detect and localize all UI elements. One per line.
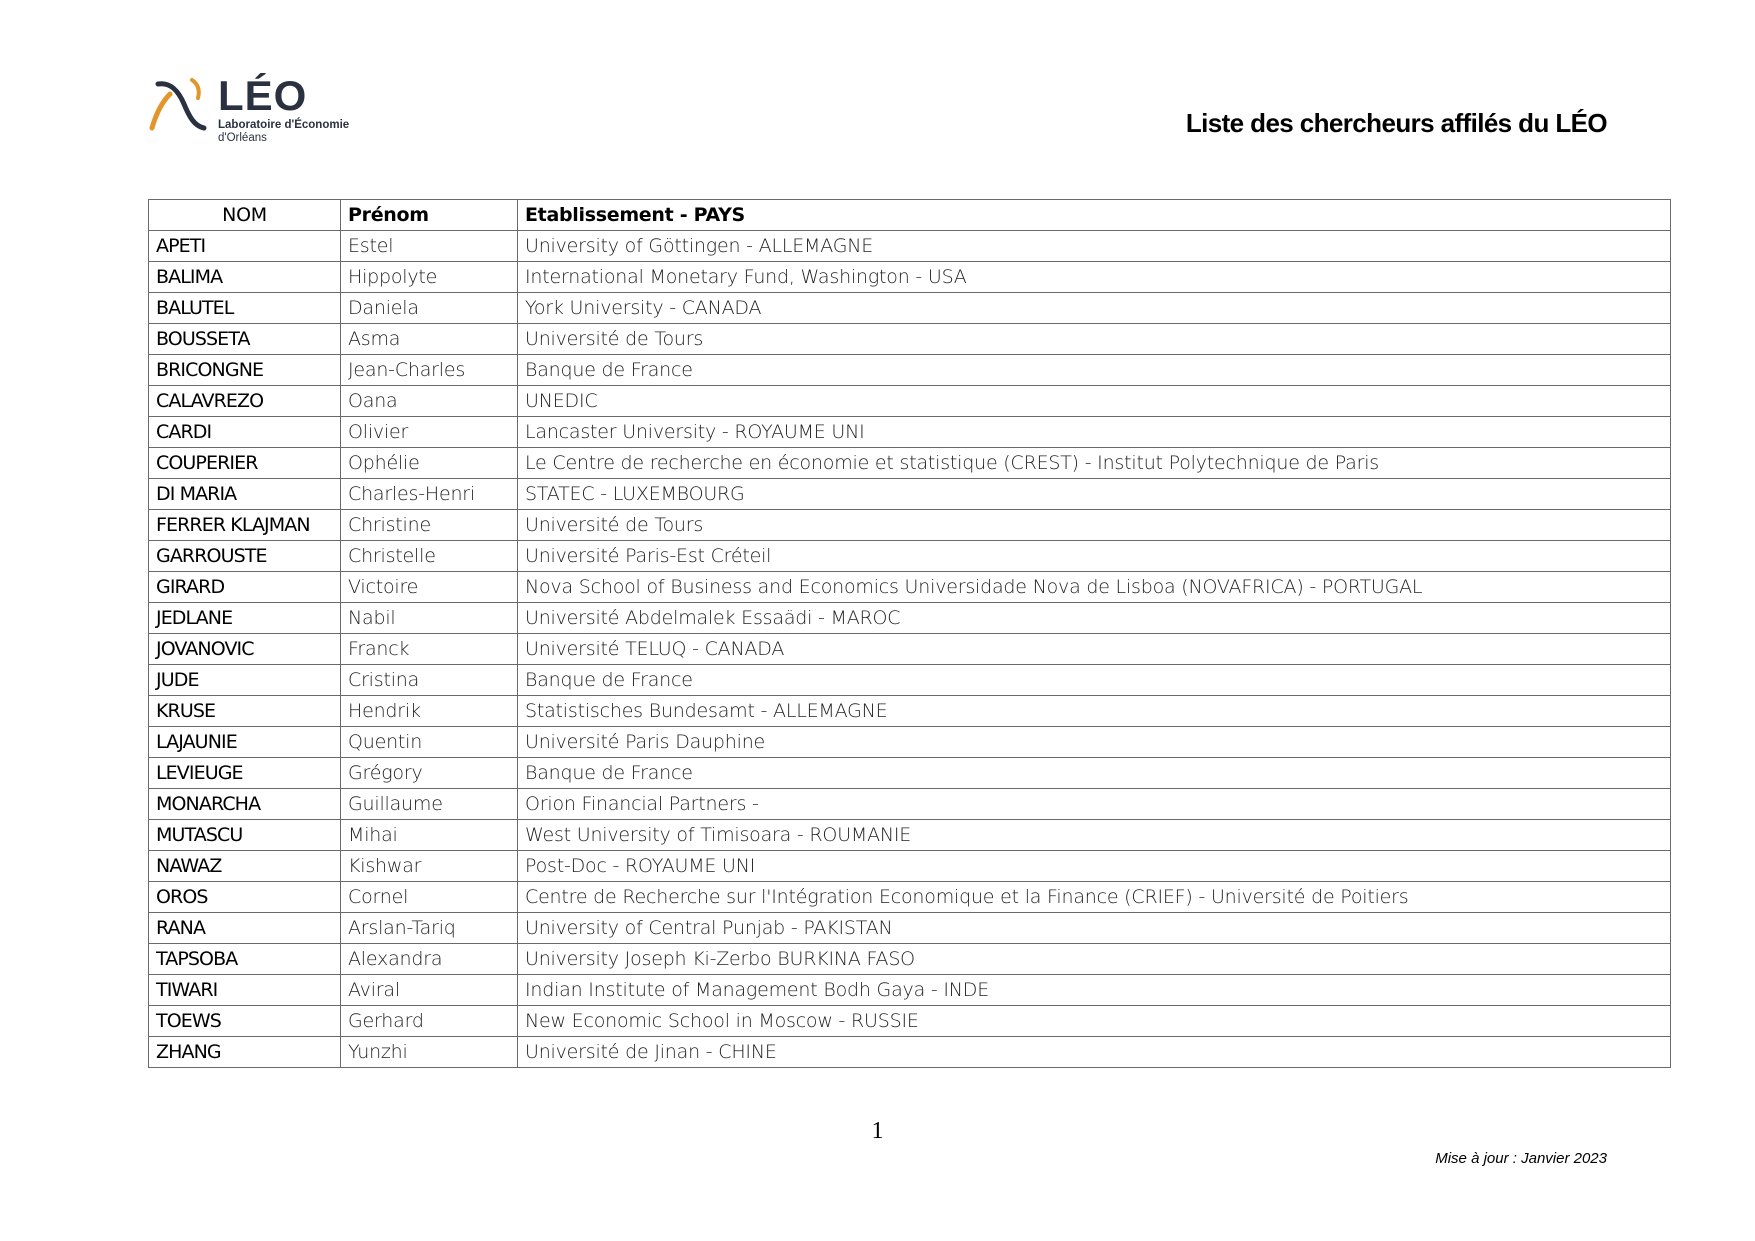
leo-logo [148,74,378,148]
prenom-cell: Cornel [341,882,518,913]
nom-cell: BALUTEL [149,293,341,324]
prenom-cell: Ophélie [341,448,518,479]
etablissement-cell: Nova School of Business and Economics Universidade Nova de Lisboa (NOVAFRICA) - PORTUGAL [518,572,1671,603]
etablissement-cell: University of Göttingen - ALLEMAGNE [518,231,1671,262]
etablissement-cell: Orion Financial Partners - [518,789,1671,820]
table-row [149,975,1671,1006]
nom-cell: GARROUSTE [149,541,341,572]
nom-cell: LAJAUNIE [149,727,341,758]
etablissement-cell: UNEDIC [518,386,1671,417]
prenom-cell: Guillaume [341,789,518,820]
prenom-cell: Mihai [341,820,518,851]
nom-cell: CALAVREZO [149,386,341,417]
etablissement-cell: Indian Institute of Management Bodh Gaya - INDE [518,975,1671,1006]
etablissement-cell: Université de Tours [518,324,1671,355]
prenom-cell: Nabil [341,603,518,634]
etablissement-cell: New Economic School in Moscow - RUSSIE [518,1006,1671,1037]
table-row [149,727,1671,758]
nom-cell: JEDLANE [149,603,341,634]
etablissement-cell: University of Central Punjab - PAKISTAN [518,913,1671,944]
nom-cell: LEVIEUGE [149,758,341,789]
prenom-cell: Charles-Henri [341,479,518,510]
table-row [149,510,1671,541]
etablissement-cell: Statistisches Bundesamt - ALLEMAGNE [518,696,1671,727]
prenom-cell: Hendrik [341,696,518,727]
etablissement-cell: Banque de France [518,665,1671,696]
table-row [149,541,1671,572]
nom-cell: JUDE [149,665,341,696]
nom-cell: TAPSOBA [149,944,341,975]
nom-cell: BALIMA [149,262,341,293]
update-note: Mise à jour : Janvier 2023 [1435,1150,1607,1167]
table-row [149,572,1671,603]
table-row [149,820,1671,851]
table-row [149,882,1671,913]
etablissement-cell: Le Centre de recherche en économie et statistique (CREST) - Institut Polytechnique de Paris [518,448,1671,479]
table-row [149,634,1671,665]
prenom-cell: Gerhard [341,1006,518,1037]
etablissement-cell: Banque de France [518,758,1671,789]
leo-lambda-icon [148,76,210,132]
table-row [149,386,1671,417]
nom-cell: MONARCHA [149,789,341,820]
etablissement-cell: York University - CANADA [518,293,1671,324]
prenom-cell: Quentin [341,727,518,758]
header-nom: NOM [149,200,341,231]
etablissement-cell: Université Paris Dauphine [518,727,1671,758]
nom-cell: RANA [149,913,341,944]
nom-cell: CARDI [149,417,341,448]
etablissement-cell: Université TELUQ - CANADA [518,634,1671,665]
header-etablissement: Etablissement - PAYS [518,200,1671,231]
page-number: 1 [871,1118,884,1144]
prenom-cell: Olivier [341,417,518,448]
nom-cell: COUPERIER [149,448,341,479]
nom-cell: BRICONGNE [149,355,341,386]
logo-subtitle-line2: d'Orléans [218,132,267,144]
table-row [149,262,1671,293]
table-row [149,448,1671,479]
prenom-cell: Grégory [341,758,518,789]
nom-cell: DI MARIA [149,479,341,510]
nom-cell: GIRARD [149,572,341,603]
nom-cell: FERRER KLAJMAN [149,510,341,541]
nom-cell: MUTASCU [149,820,341,851]
etablissement-cell: Lancaster University - ROYAUME UNI [518,417,1671,448]
prenom-cell: Kishwar [341,851,518,882]
prenom-cell: Yunzhi [341,1037,518,1068]
table-row [149,696,1671,727]
nom-cell: TIWARI [149,975,341,1006]
prenom-cell: Franck [341,634,518,665]
etablissement-cell: Université Abdelmalek Essaädi - MAROC [518,603,1671,634]
researchers-table [148,199,1671,1068]
etablissement-cell: University Joseph Ki-Zerbo BURKINA FASO [518,944,1671,975]
table-row [149,913,1671,944]
table-body [149,231,1671,1068]
prenom-cell: Oana [341,386,518,417]
table-row [149,1006,1671,1037]
prenom-cell: Arslan-Tariq [341,913,518,944]
prenom-cell: Cristina [341,665,518,696]
table-row [149,479,1671,510]
etablissement-cell: Université de Tours [518,510,1671,541]
nom-cell: BOUSSETA [149,324,341,355]
etablissement-cell: Université de Jinan - CHINE [518,1037,1671,1068]
table-row [149,665,1671,696]
etablissement-cell: Centre de Recherche sur l'Intégration Economique et la Finance (CRIEF) - Université de Poitiers [518,882,1671,913]
logo-wordmark: LÉO [218,72,308,119]
prenom-cell: Alexandra [341,944,518,975]
table-row [149,355,1671,386]
nom-cell: NAWAZ [149,851,341,882]
etablissement-cell: West University of Timisoara - ROUMANIE [518,820,1671,851]
prenom-cell: Christine [341,510,518,541]
header-prenom: Prénom [341,200,518,231]
etablissement-cell: Post-Doc - ROYAUME UNI [518,851,1671,882]
prenom-cell: Aviral [341,975,518,1006]
table-row [149,851,1671,882]
table-row [149,789,1671,820]
nom-cell: KRUSE [149,696,341,727]
prenom-cell: Victoire [341,572,518,603]
table-row [149,944,1671,975]
table-row [149,417,1671,448]
etablissement-cell: STATEC - LUXEMBOURG [518,479,1671,510]
table-header-row [149,200,1671,231]
table-row [149,293,1671,324]
table-row [149,758,1671,789]
prenom-cell: Estel [341,231,518,262]
prenom-cell: Christelle [341,541,518,572]
table-row [149,603,1671,634]
table-row [149,324,1671,355]
etablissement-cell: International Monetary Fund, Washington - USA [518,262,1671,293]
table-row [149,1037,1671,1068]
nom-cell: APETI [149,231,341,262]
prenom-cell: Asma [341,324,518,355]
etablissement-cell: Banque de France [518,355,1671,386]
prenom-cell: Jean-Charles [341,355,518,386]
logo-subtitle-line1: Laboratoire d'Économie [218,119,350,131]
prenom-cell: Hippolyte [341,262,518,293]
nom-cell: JOVANOVIC [149,634,341,665]
nom-cell: OROS [149,882,341,913]
table-row [149,231,1671,262]
etablissement-cell: Université Paris-Est Créteil [518,541,1671,572]
document-title: Liste des chercheurs affilés du LÉO [1185,108,1607,138]
nom-cell: ZHANG [149,1037,341,1068]
prenom-cell: Daniela [341,293,518,324]
nom-cell: TOEWS [149,1006,341,1037]
